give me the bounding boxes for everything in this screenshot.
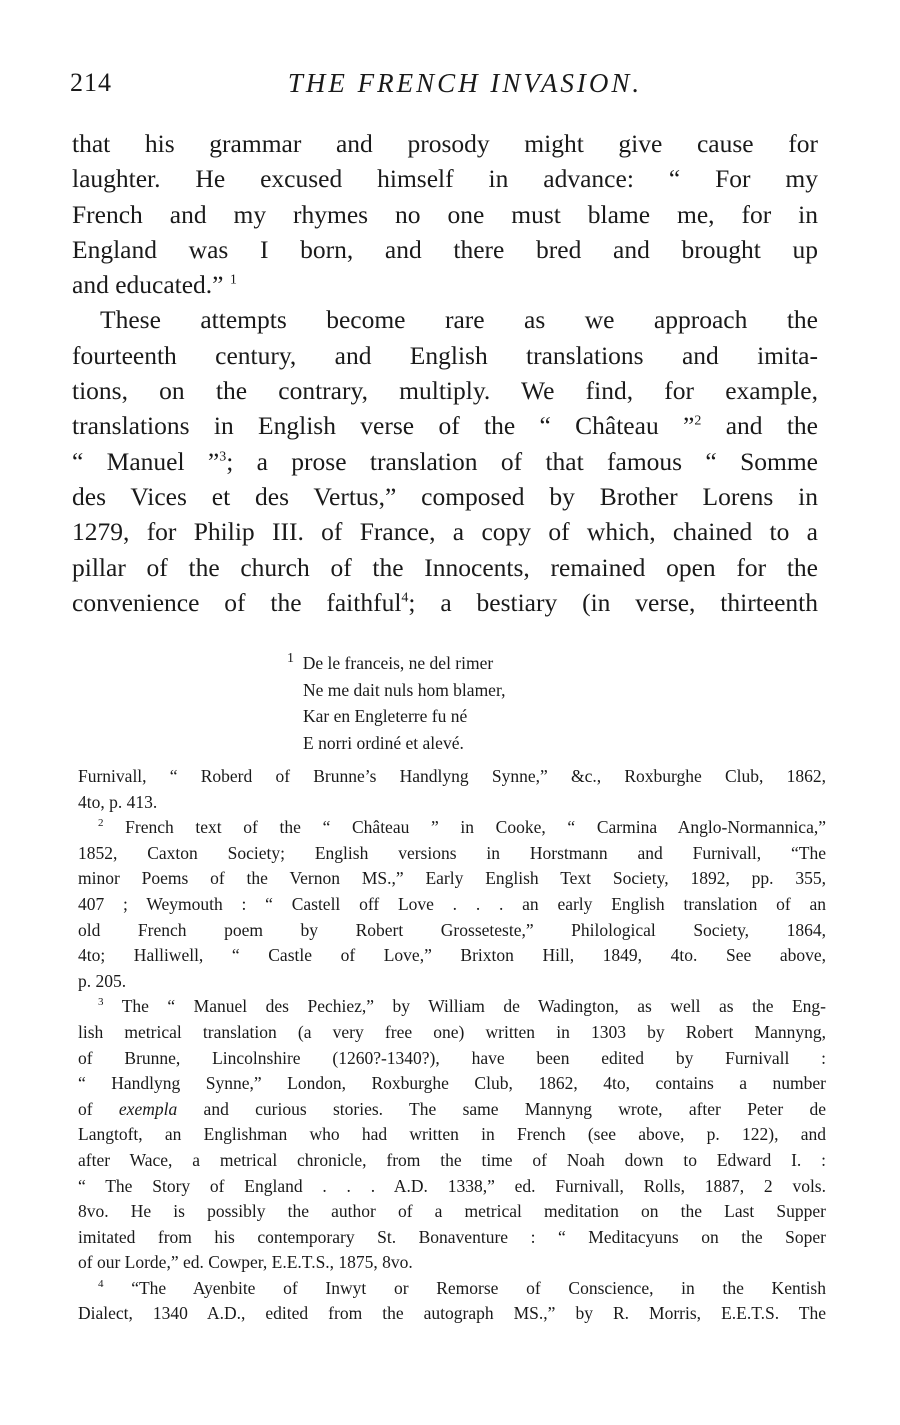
verse-line: Kar en Engleterre fu né [303,706,468,726]
verse-text: De le franceis, ne del rimer [302,653,494,673]
footnote-text: The “ Manuel des Pechiez,” by William de Wadington, as well as the Eng- [121,996,826,1017]
footnote-line: 8vo. He is possibly the author of a metrical meditation on the Last Supper [78,1201,826,1222]
verse-line [287,650,505,677]
footnote-marker: 3 [98,996,104,1009]
footnote-line: 4to; Halliwell, “ Castle of Love,” Brixton Hill, 1849, 4to. See above, [78,945,826,966]
body-line [72,408,818,443]
footnote-line: p. 205. [78,970,127,991]
footnote-line [78,1276,826,1302]
footnotes [78,764,826,1327]
footnote-ref: 1 [229,272,237,288]
body-line: fourteenth century, and English translations and imita- [72,340,818,370]
verse-line: E norri ordiné et alevé. [303,732,464,753]
running-header [70,68,820,108]
verse-line: Ne me dait nuls hom blamer, [303,679,506,700]
body-text-span: “ Manuel ” [72,446,220,476]
footnote-marker: 2 [98,817,104,830]
body-text-span: and the [725,411,819,441]
footnote-line [78,1097,826,1123]
footnote-line: “ Handlyng Synne,” London, Roxburghe Club, 1862, 4to, contains a number [78,1073,826,1094]
body-line [72,585,818,620]
body-text-span: ; a prose translation of that famous “ Somme [226,446,819,476]
footnote-ref: 4 [401,590,409,606]
footnote-line: Furnivall, “ Roberd of Brunne’s Handlyng Synne,” &c., Roxburghe Club, 1862, [78,766,826,786]
footnote-line: Dialect, 1340 A.D., edited from the autograph MS.,” by R. Morris, E.E.T.S. The [78,1303,826,1324]
body-line [72,267,818,302]
footnote-marker: 1 [287,651,294,667]
page-number: 214 [70,68,112,97]
footnote-text: and curious stories. The same Mannyng wrote, after Peter de [203,1098,826,1119]
body-line: laughter. He excused himself in advance: “ For my [72,164,818,194]
footnote-text: of [78,1098,93,1119]
footnote-line: Langtoft, an Englishman who had written in French (see above, p. 122), and [78,1124,826,1145]
footnote-line: lish metrical translation (a very free one) written in 1303 by Robert Mannyng, [78,1021,826,1042]
footnote-text: “The Ayenbite of Inwyt or Remorse of Conscience, in the Kentish [131,1277,826,1298]
running-title: THE FRENCH INVASION. [287,68,643,98]
body-text-span: and educated.” [72,270,224,300]
body-line: 1279, for Philip III. of France, a copy of which, chained to a [72,517,818,547]
footnote-line: 4to, p. 413. [78,791,158,812]
body-line: pillar of the church of the Innocents, remained open for the [72,552,818,582]
body-line: England was I born, and there bred and brought up [72,234,818,264]
body-text-span: translations in English verse of the “ Château ” [72,411,695,441]
body-line: These attempts become rare as we approach the [100,305,818,335]
body-line: des Vices et des Vertus,” composed by Brother Lorens in [72,481,818,511]
body-line [72,444,818,479]
footnote-line [78,994,826,1020]
footnote-line: old French poem by Robert Grosseteste,” Philological Society, 1864, [78,919,826,940]
body-line: tions, on the contrary, multiply. We find, for example, [72,376,818,406]
footnote-ref: 2 [694,413,702,429]
footnote-line: 407 ; Weymouth : “ Castell off Love . . . an early English translation of an [78,893,826,914]
footnote-line: minor Poems of the Vernon MS.,” Early English Text Society, 1892, pp. 355, [78,868,826,889]
body-line: that his grammar and prosody might give cause for [72,129,818,158]
footnote-text: French text of the “ Château ” in Cooke, “ Carmina Anglo-Normannica,” [125,817,826,838]
body-text-span: ; a bestiary (in verse, thirteenth [408,587,818,617]
footnote-line: of Brunne, Lincolnshire (1260?-1340?), have been edited by Furnivall : [78,1047,826,1068]
footnote-line: 1852, Caxton Society; English versions in Horstmann and Furnivall, “The [78,842,826,863]
footnote-verse [287,650,505,756]
footnote-marker: 4 [98,1278,104,1291]
footnote-line: imitated from his contemporary St. Bonaventure : “ Meditacyuns on the Soper [78,1226,826,1247]
footnote-line: “ The Story of England . . . A.D. 1338,” ed. Furnivall, Rolls, 1887, 2 vols. [78,1175,826,1196]
footnote-line: of our Lorde,” ed. Cowper, E.E.T.S., 1875, 8vo. [78,1252,413,1273]
body-text-span: convenience of the faithful [72,587,402,617]
main-text [72,126,818,620]
footnote-line: after Wace, a metrical chronicle, from the time of Noah down to Edward I. : [78,1149,826,1170]
footnote-ref: 3 [219,449,227,465]
footnote-line [78,815,826,841]
body-line: French and my rhymes no one must blame me, for in [72,199,818,229]
footnote-italic: exempla [118,1098,178,1119]
